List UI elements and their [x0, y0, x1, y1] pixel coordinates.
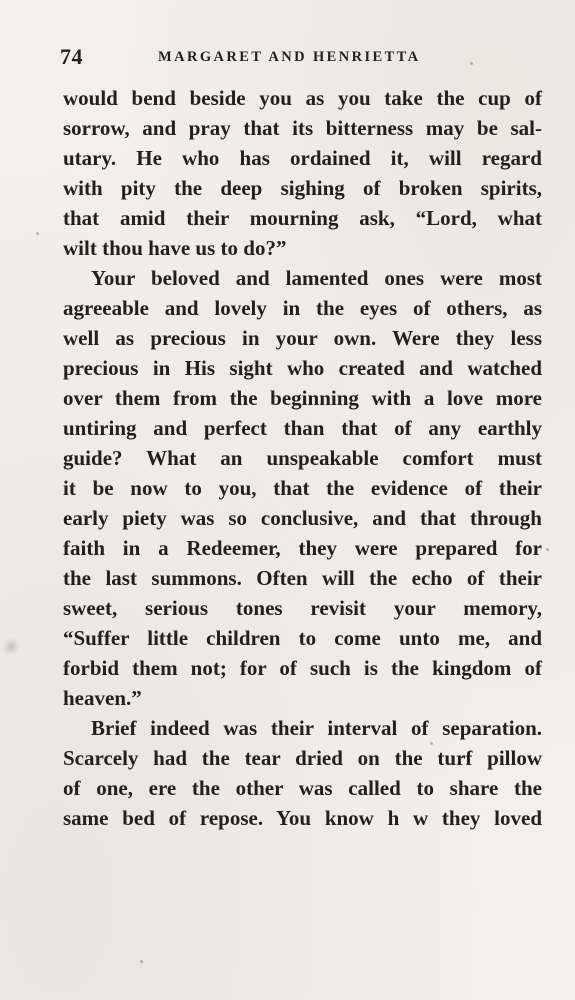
text-line: Scarcely had the tear dried on the turf pillow — [63, 746, 542, 770]
text-line: sweet, serious tones revisit your memory, — [63, 596, 542, 620]
page-number: 74 — [60, 44, 83, 69]
text-line: with pity the deep sighing of broken spirits, — [63, 176, 542, 200]
text-line: forbid them not; for of such is the kingdom of — [63, 656, 542, 680]
paper-speck — [470, 62, 473, 65]
text-line: over them from the beginning with a love more — [63, 386, 542, 410]
text-line: same bed of repose. You know h w they loved — [63, 806, 542, 830]
text-line: of one, ere the other was called to share the — [63, 776, 542, 800]
text-line: Your beloved and lamented ones were most — [91, 266, 542, 290]
page-header — [60, 44, 540, 74]
text-line: heaven.” — [63, 686, 142, 710]
text-line: precious in His sight who created and watched — [63, 356, 542, 380]
text-line: wilt thou have us to do?” — [63, 236, 287, 260]
text-line: well as precious in your own. Were they less — [63, 326, 542, 350]
paper-speck — [36, 232, 39, 235]
text-line: early piety was so conclusive, and that through — [63, 506, 542, 530]
text-line: utary. He who has ordained it, will regard — [63, 146, 542, 170]
running-title: MARGARET AND HENRIETTA — [158, 49, 421, 65]
text-line: untiring and perfect than that of any earthly — [63, 416, 542, 440]
text-line: Brief indeed was their interval of separation. — [91, 716, 542, 740]
text-line: it be now to you, that the evidence of their — [63, 476, 542, 500]
text-line: would bend beside you as you take the cup of — [63, 86, 542, 110]
body-text — [63, 83, 542, 833]
paper-speck — [140, 960, 143, 963]
text-line: guide? What an unspeakable comfort must — [63, 446, 542, 470]
text-line: agreeable and lovely in the eyes of others, as — [63, 296, 542, 320]
text-line: faith in a Redeemer, they were prepared for — [63, 536, 542, 560]
text-line: sorrow, and pray that its bitterness may be sal- — [63, 116, 542, 140]
text-line: that amid their mourning ask, “Lord, what — [63, 206, 542, 230]
paper-speck — [546, 548, 549, 551]
paper-smudge — [2, 638, 20, 656]
text-line: the last summons. Often will the echo of their — [63, 566, 542, 590]
text-line: “Suffer little children to come unto me, and — [63, 626, 542, 650]
paper-speck — [430, 742, 433, 745]
